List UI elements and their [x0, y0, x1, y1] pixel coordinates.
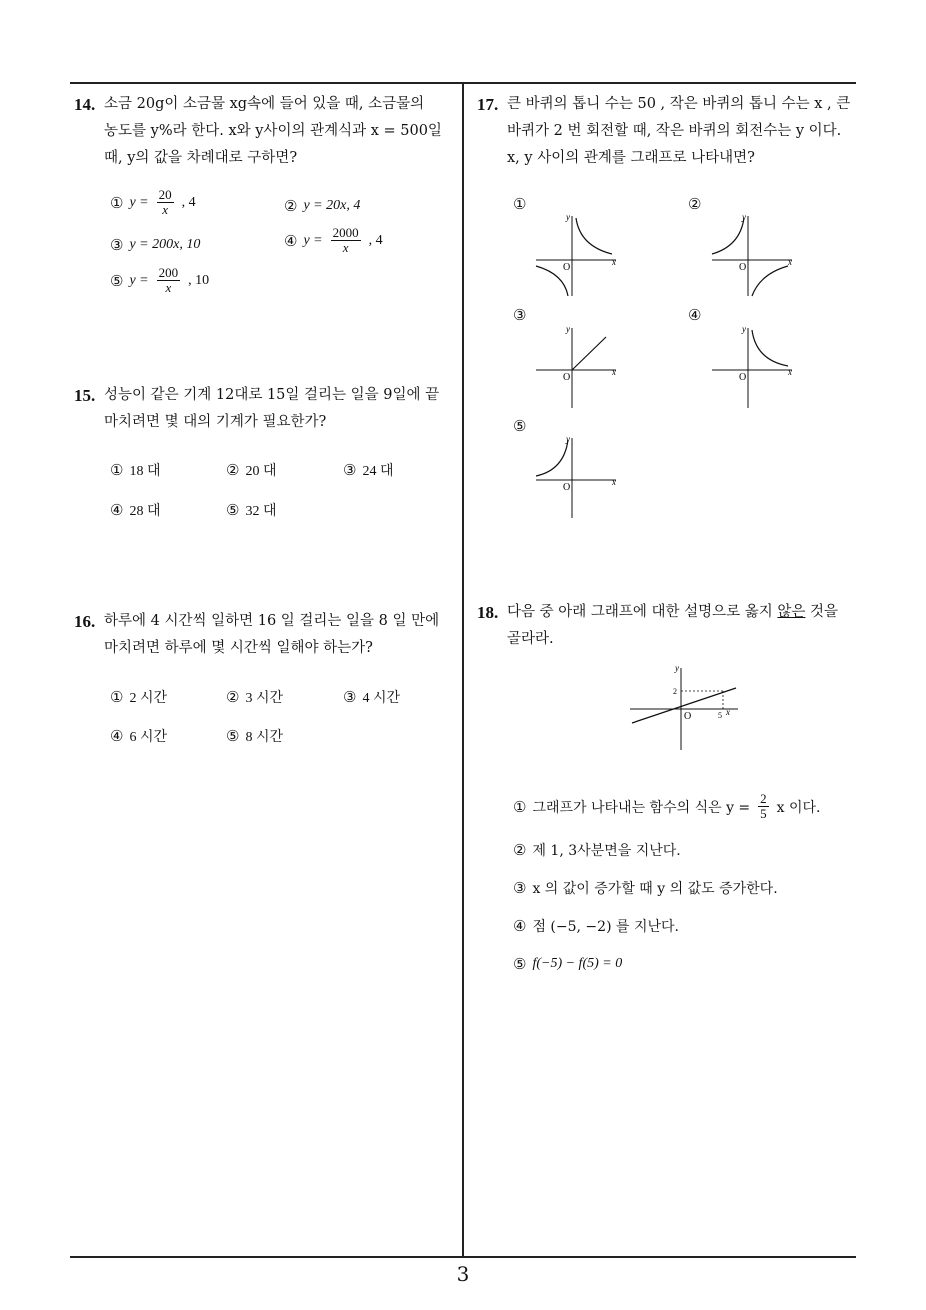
- question-line: 하루에 4 시간씩 일하면 16 일 걸리는 일을 8 일 만에: [104, 613, 440, 629]
- svg-text:x: x: [612, 477, 616, 487]
- option-4[interactable]: ④: [688, 306, 702, 324]
- svg-text:y: y: [742, 324, 746, 334]
- question-line: 골라라.: [507, 631, 554, 647]
- option-3[interactable]: ③ 4 시간: [343, 688, 401, 706]
- question-15: [74, 382, 459, 436]
- question-line: 다음 중 아래 그래프에 대한 설명으로 옳지 않은 것을: [507, 604, 839, 620]
- option-3[interactable]: ③ y = 200x, 10: [110, 236, 201, 254]
- graph-option-1: [532, 208, 622, 300]
- svg-text:x: x: [726, 707, 730, 717]
- option-1[interactable]: ① y = $\frac{20}{x}$ , 4: [110, 187, 196, 217]
- graph-option-4: [708, 320, 798, 412]
- option-2[interactable]: ② 3 시간: [226, 688, 284, 706]
- fraction: $\frac{20}{x}$: [158, 187, 172, 217]
- option-4[interactable]: ④ y = $\frac{2000}{x}$ , 4: [284, 225, 383, 255]
- svg-text:O: O: [739, 372, 747, 383]
- fraction: $\frac{2000}{x}$: [332, 225, 359, 255]
- option-1[interactable]: ① 그래프가 나타내는 함수의 식은 y = $\frac{2}{5}$ x 이다.: [513, 791, 821, 821]
- option-3[interactable]: ③: [513, 306, 527, 324]
- question-line: 마치려면 하루에 몇 시간씩 일해야 하는가?: [104, 640, 373, 656]
- question-line: 큰 바퀴의 톱니 수는 50 , 작은 바퀴의 톱니 수는 x , 큰: [507, 96, 851, 112]
- option-1[interactable]: ① 18 대: [110, 461, 161, 479]
- question-14: [74, 91, 459, 172]
- svg-text:y: y: [675, 663, 679, 673]
- option-4[interactable]: ④ 6 시간: [110, 727, 168, 745]
- question-line: 농도를 y%라 한다. x와 y사이의 관계식과 x = 500일: [104, 123, 442, 139]
- question-line: 소금 20g이 소금물 xg속에 들어 있을 때, 소금물의: [104, 96, 425, 112]
- option-3[interactable]: ③ 24 대: [343, 461, 394, 479]
- svg-text:x: x: [612, 367, 616, 377]
- svg-text:5: 5: [718, 711, 722, 720]
- option-5[interactable]: ⑤: [513, 417, 527, 435]
- underlined-word: 않은: [777, 604, 806, 620]
- graph-option-2: [708, 208, 798, 300]
- option-1[interactable]: ①: [513, 195, 527, 213]
- graph-option-5: [532, 430, 622, 522]
- svg-text:x: x: [788, 257, 792, 267]
- question-line: 마치려면 몇 대의 기계가 필요한가?: [104, 414, 327, 430]
- svg-text:x: x: [612, 257, 616, 267]
- option-2[interactable]: ② 제 1, 3사분면을 지난다.: [513, 841, 681, 859]
- question-number: 18.: [477, 603, 499, 622]
- option-2[interactable]: ②: [688, 195, 702, 213]
- fraction: $\frac{200}{x}$: [158, 265, 179, 295]
- question-line: 바퀴가 2 번 회전할 때, 작은 바퀴의 회전수는 y 이다.: [507, 123, 842, 139]
- page-number: 3: [456, 1262, 470, 1286]
- option-5[interactable]: ⑤ y = $\frac{200}{x}$ , 10: [110, 265, 210, 295]
- option-3[interactable]: ③ x 의 값이 증가할 때 y 의 값도 증가한다.: [513, 879, 778, 897]
- fraction: $\frac{2}{5}$: [760, 791, 767, 821]
- svg-text:y: y: [566, 434, 570, 444]
- svg-text:y: y: [566, 324, 570, 334]
- question-number: 17.: [477, 95, 499, 114]
- option-1[interactable]: ① 2 시간: [110, 688, 168, 706]
- svg-text:O: O: [739, 262, 747, 273]
- option-4[interactable]: ④ 점 (−5, −2) 를 지난다.: [513, 917, 679, 935]
- option-5[interactable]: ⑤ f(−5) − f(5) = 0: [513, 955, 623, 973]
- question-line: 성능이 같은 기계 12대로 15일 걸리는 일을 9일에 끝: [104, 387, 440, 403]
- svg-text:2: 2: [673, 687, 677, 696]
- option-2[interactable]: ② 20 대: [226, 461, 277, 479]
- option-5[interactable]: ⑤ 32 대: [226, 501, 277, 519]
- question-number: 15.: [74, 386, 96, 405]
- question-line: 때, y의 값을 차례대로 구하면?: [104, 150, 298, 166]
- svg-text:x: x: [788, 367, 792, 377]
- question-16: [74, 608, 459, 662]
- linear-function-graph: [626, 660, 742, 754]
- question-line: x, y 사이의 관계를 그래프로 나타내면?: [507, 150, 755, 166]
- svg-text:O: O: [563, 262, 571, 273]
- question-17: [477, 91, 862, 172]
- question-number: 16.: [74, 612, 96, 631]
- svg-text:y: y: [742, 212, 746, 222]
- question-18: [477, 599, 862, 653]
- option-2[interactable]: ② y = 20x, 4: [284, 197, 361, 215]
- svg-text:O: O: [563, 372, 571, 383]
- svg-text:O: O: [684, 711, 692, 722]
- option-4[interactable]: ④ 28 대: [110, 501, 161, 519]
- column-divider: [462, 82, 464, 1257]
- option-5[interactable]: ⑤ 8 시간: [226, 727, 284, 745]
- bottom-rule: [70, 1256, 856, 1258]
- svg-text:y: y: [566, 212, 570, 222]
- question-number: 14.: [74, 95, 96, 114]
- svg-text:O: O: [563, 482, 571, 493]
- graph-option-3: [532, 320, 622, 412]
